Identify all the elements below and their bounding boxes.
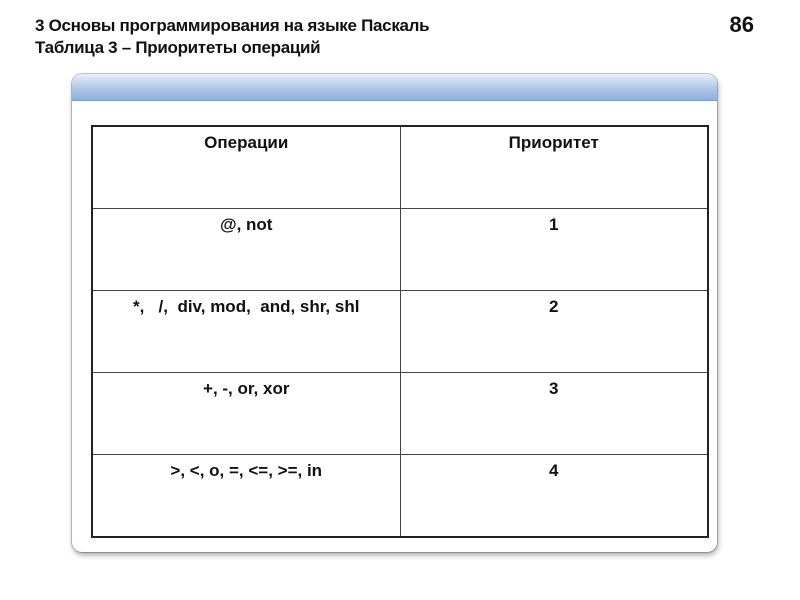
priority-cell: 3 xyxy=(400,373,708,455)
table-caption: Таблица 3 – Приоритеты операций xyxy=(35,38,321,57)
priority-cell: 1 xyxy=(400,208,708,290)
page-number: 86 xyxy=(729,12,754,37)
column-header-operations: Операции xyxy=(92,126,400,208)
chapter-title: 3 Основы программирования на языке Паскаль xyxy=(35,16,430,35)
operations-cell: *, /, div, mod, and, shr, shl xyxy=(92,290,400,372)
operations-cell: >, <, о, =, <=, >=, in xyxy=(92,455,400,537)
table-row xyxy=(92,373,708,455)
table-row xyxy=(92,455,708,537)
operations-cell: +, -, or, xor xyxy=(92,373,400,455)
table-header-row xyxy=(92,126,708,208)
panel-title-bar xyxy=(72,74,717,101)
table-row xyxy=(92,290,708,372)
operations-priority-table xyxy=(91,125,709,538)
table-row xyxy=(92,208,708,290)
column-header-priority: Приоритет xyxy=(400,126,708,208)
operations-cell: @, not xyxy=(92,208,400,290)
priority-cell: 2 xyxy=(400,290,708,372)
priority-cell: 4 xyxy=(400,455,708,537)
